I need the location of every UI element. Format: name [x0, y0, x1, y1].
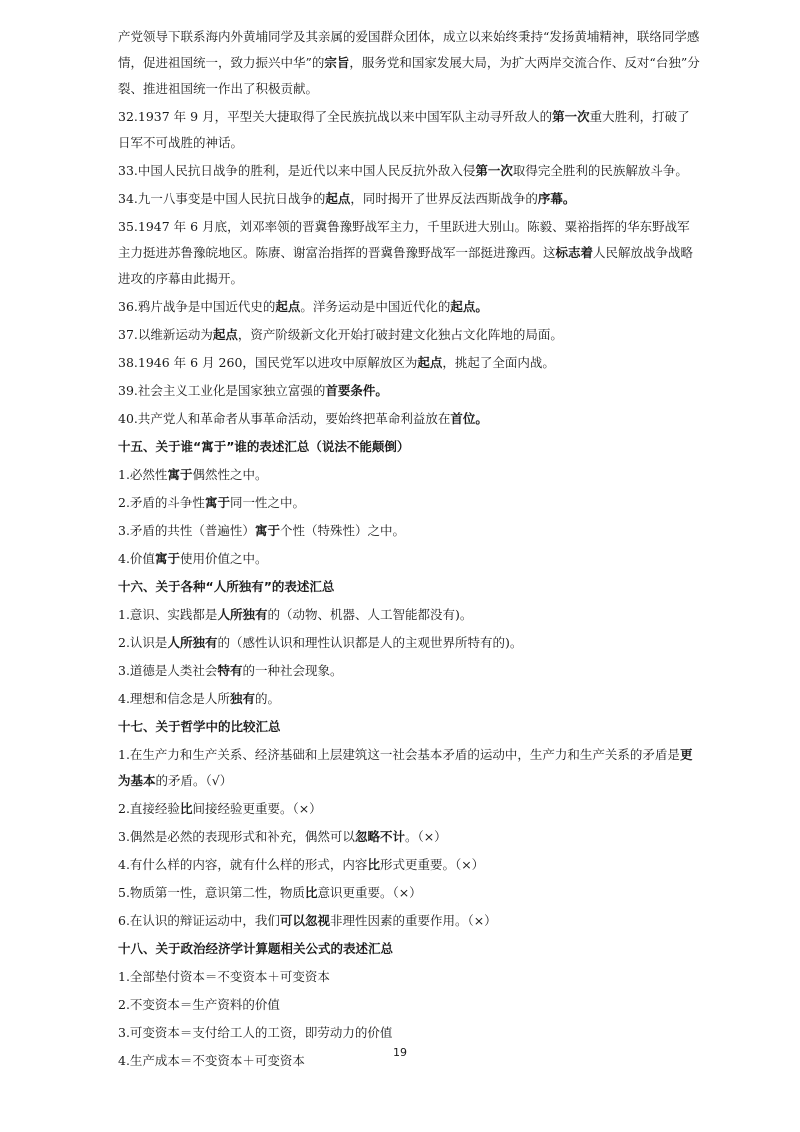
text-run: 3.偶然是必然的表现形式和补充，偶然可以 — [118, 829, 355, 844]
text-run: 38.1946 年 6 月 260，国民党军以进攻中原解放区为 — [118, 355, 418, 370]
text-run: 取得完全胜利的民族解放斗争。 — [512, 163, 688, 178]
text-run: 4.生产成本＝不变资本＋可变资本 — [118, 1053, 305, 1068]
bold-text: 人所独有 — [217, 607, 268, 622]
text-run: 4.有什么样的内容，就有什么样的形式，内容 — [118, 857, 368, 872]
list-item — [118, 964, 700, 990]
list-item — [118, 630, 700, 656]
bold-text: 寓于 — [254, 523, 280, 538]
bold-text: 比 — [304, 885, 318, 900]
text-run: 3.可变资本＝支付给工人的工资，即劳动力的价值 — [118, 1025, 393, 1040]
text-run: 意识更重要。（×） — [317, 885, 422, 900]
page-number: 19 — [393, 1046, 407, 1059]
bold-text: 独有 — [229, 691, 255, 706]
section-heading-16: 十六、关于各种“人所独有”的表述汇总 — [118, 579, 335, 594]
bold-text: 起点 — [212, 327, 238, 342]
text-run: 的矛盾。（√） — [155, 773, 233, 788]
text-run: 偶然性之中。 — [192, 467, 268, 482]
text-run: 34.九一八事变是中国人民抗日战争的 — [118, 191, 326, 206]
list-item — [118, 686, 700, 712]
text-run: 2.认识是 — [118, 635, 168, 650]
list-item — [118, 294, 700, 320]
list-item — [118, 1020, 700, 1046]
text-run: 产党领导下联系海内外黄埔同学及其亲属的爱国群众团体，成立以来始终秉持“发扬黄埔精神，联络同学感情，促进祖国统一，致力振兴中华”的 — [118, 29, 700, 70]
bold-text: 序幕。 — [537, 191, 576, 206]
list-item — [118, 992, 700, 1018]
text-run: 间接经验更重要。（×） — [192, 801, 322, 816]
list-item — [118, 490, 700, 516]
text-run: 2.不变资本＝生产资料的价值 — [118, 997, 280, 1012]
list-item — [118, 518, 700, 544]
list-item — [118, 742, 700, 794]
bold-text: 人所独有 — [167, 635, 218, 650]
bold-text: 忽略不计 — [354, 829, 405, 844]
bold-text: 可以忽视 — [279, 913, 330, 928]
section-heading-17: 十七、关于哲学中的比较汇总 — [118, 719, 281, 734]
bold-text: 第一次 — [552, 109, 590, 124]
list-item — [118, 186, 700, 212]
text-run: ，同时揭开了世界反法西斯战争的 — [350, 191, 538, 206]
text-run: 人民解放战争战略进攻的序幕由此揭开。 — [118, 245, 694, 286]
list-item — [118, 406, 700, 432]
bold-text: 起点 — [275, 299, 301, 314]
text-run: 1.意识、实践都是 — [118, 607, 218, 622]
text-run: 5.物质第一性，意识第二性，物质 — [118, 885, 305, 900]
section-heading-18: 十八、关于政治经济学计算题相关公式的表述汇总 — [118, 941, 394, 956]
text-run: 非理性因素的重要作用。（×） — [329, 913, 497, 928]
bold-text: 寓于 — [154, 551, 180, 566]
document-page — [118, 24, 700, 1076]
text-run: 重大胜利，打破了日军不可战胜的神话。 — [118, 109, 690, 150]
text-run: 形式更重要。（×） — [379, 857, 485, 872]
text-run: 。（×） — [404, 829, 447, 844]
text-run: 3.矛盾的共性（普遍性） — [118, 523, 255, 538]
text-run: 的。 — [254, 691, 280, 706]
text-run: 1.必然性 — [118, 467, 168, 482]
list-item — [118, 658, 700, 684]
text-run: 33.中国人民抗日战争的胜利，是近代以来中国人民反抗外敌入侵 — [118, 163, 476, 178]
list-item — [118, 852, 700, 878]
bold-text: 起点 — [417, 355, 443, 370]
bold-text: 比 — [179, 801, 193, 816]
bold-text: 寓于 — [204, 495, 230, 510]
text-run: 的（感性认识和理性认识都是人的主观世界所特有的)。 — [217, 635, 523, 650]
text-run: 同一性之中。 — [229, 495, 305, 510]
text-run: 36.鸦片战争是中国近代史的 — [118, 299, 276, 314]
section-heading-15: 十五、关于谁“寓于”谁的表述汇总（说法不能颠倒） — [118, 439, 410, 454]
text-run: 39.社会主义工业化是国家独立富强的 — [118, 383, 326, 398]
text-run: 40.共产党人和革命者从事革命活动，要始终把革命利益放在 — [118, 411, 451, 426]
bold-text: 起点 — [325, 191, 351, 206]
bold-text: 宗旨 — [324, 55, 350, 70]
text-run: 2.矛盾的斗争性 — [118, 495, 205, 510]
list-section-15 — [118, 462, 700, 572]
list-section-17 — [118, 742, 700, 934]
list-items-32-40 — [118, 104, 700, 432]
text-run: 3.道德是人类社会 — [118, 663, 218, 678]
text-run: ，挑起了全面内战。 — [442, 355, 555, 370]
bold-text: 寓于 — [167, 467, 193, 482]
list-item — [118, 158, 700, 184]
text-run: 。洋务运动是中国近代化的 — [300, 299, 451, 314]
list-section-16 — [118, 602, 700, 712]
list-item — [118, 824, 700, 850]
text-run: 的（动物、机器、人工智能都没有)。 — [267, 607, 473, 622]
text-run: 2.直接经验 — [118, 801, 180, 816]
text-run: 1.全部垫付资本＝不变资本＋可变资本 — [118, 969, 330, 984]
list-item — [118, 546, 700, 572]
list-item — [118, 214, 700, 292]
bold-text: 第一次 — [475, 163, 513, 178]
list-item — [118, 322, 700, 348]
text-run: 的一种社会现象。 — [242, 663, 343, 678]
list-item — [118, 796, 700, 822]
text-run: 1.在生产力和生产关系、经济基础和上层建筑这一社会基本矛盾的运动中，生产力和生产关系的矛盾是 — [118, 747, 680, 762]
bold-text: 特有 — [217, 663, 243, 678]
text-run: 6.在认识的辩证运动中，我们 — [118, 913, 280, 928]
bold-text: 首要条件。 — [325, 383, 388, 398]
bold-text: 更为基本 — [118, 747, 693, 788]
list-item — [118, 462, 700, 488]
bold-text: 首位。 — [450, 411, 488, 426]
list-item — [118, 880, 700, 906]
intro-paragraph — [118, 24, 700, 102]
bold-text: 比 — [367, 857, 380, 872]
list-item — [118, 104, 700, 156]
list-item — [118, 908, 700, 934]
list-item — [118, 602, 700, 628]
text-run: 4.理想和信念是人所 — [118, 691, 230, 706]
text-run: 32.1937 年 9 月，平型关大捷取得了全民族抗战以来中国军队主动寻歼敌人的 — [118, 109, 553, 124]
text-run: 37.以维新运动为 — [118, 327, 213, 342]
bold-text: 起点。 — [450, 299, 488, 314]
bold-text: 标志着 — [555, 245, 594, 260]
list-item — [118, 378, 700, 404]
text-run: 使用价值之中。 — [179, 551, 268, 566]
text-run: 个性（特殊性）之中。 — [279, 523, 405, 538]
text-run: ，资产阶级新文化开始打破封建文化独占文化阵地的局面。 — [237, 327, 563, 342]
text-run: ，服务党和国家发展大局，为扩大两岸交流合作、反对“台独”分裂、推进祖国统一作出了积极贡献。 — [118, 55, 700, 96]
text-run: 4.价值 — [118, 551, 155, 566]
text-run: 35.1947 年 6 月底，刘邓率领的晋冀鲁豫野战军主力，千里跃进大别山。陈毅、粟裕指挥的华东野战军主力挺进苏鲁豫皖地区。陈赓、谢富治指挥的晋冀鲁豫野战军一部挺进豫西。这 — [118, 219, 690, 260]
list-item — [118, 350, 700, 376]
